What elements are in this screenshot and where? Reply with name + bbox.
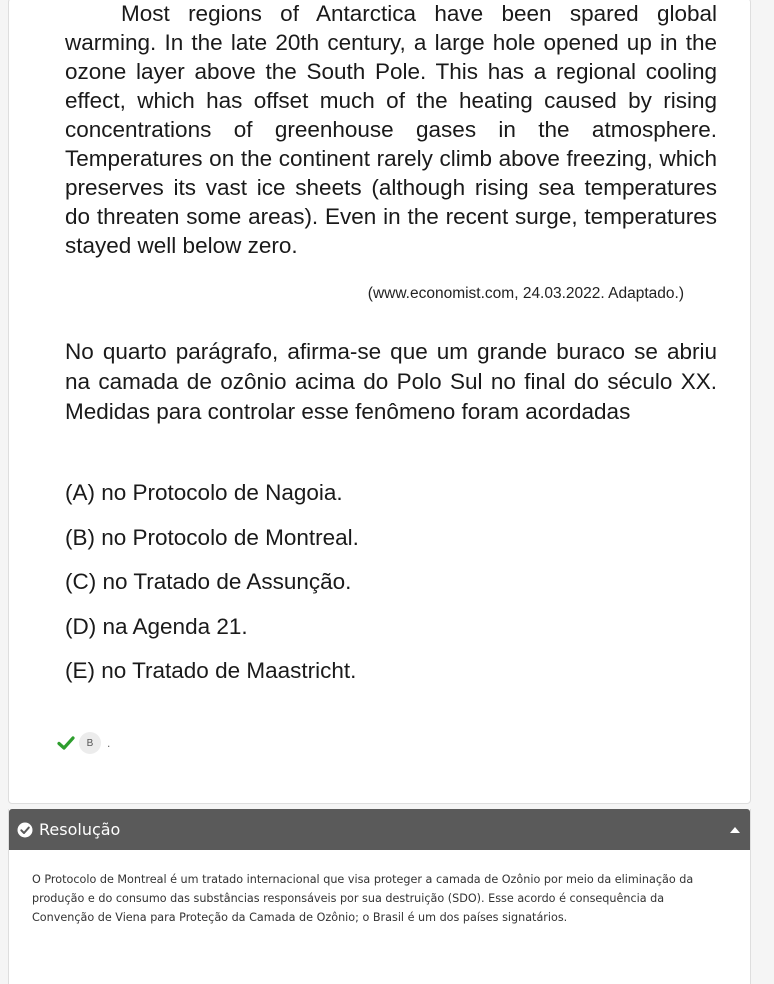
check-circle-icon (17, 822, 33, 838)
caret-up-icon[interactable] (730, 827, 740, 833)
answer-row (57, 732, 110, 754)
resolution-panel (8, 809, 751, 984)
option-a[interactable]: (A) no Protocolo de Nagoia. (65, 480, 343, 505)
option-e[interactable]: (E) no Tratado de Maastricht. (65, 658, 357, 683)
option-b[interactable]: (B) no Protocolo de Montreal. (65, 524, 359, 550)
question-card (8, 0, 751, 804)
answer-badge: B (79, 732, 101, 754)
checkmark-icon (57, 734, 75, 752)
source-citation: (www.economist.com, 24.03.2022. Adaptado.) (367, 285, 684, 302)
resolution-title: Resolução (39, 820, 121, 839)
option-d[interactable]: (D) na Agenda 21. (65, 613, 248, 639)
answer-suffix: . (107, 736, 111, 750)
passage-text: Most regions of Antarctica have been spared global warming. In the late 20th century, a large hole opened up in the ozone layer above the South Pole. This has a regional cooling effect, which has offset much of the heating caused by rising concentrations of greenhouse gases in the atmosphere. Temperatures on the continent rarely climb above freezing, which preserves its vast ice sheets (although rising sea temperatures do threaten some areas). Even in the recent surge, temperatures stayed well below zero. (65, 1, 717, 258)
option-c[interactable]: (C) no Tratado de Assunção. (65, 569, 352, 594)
resolution-text: O Protocolo de Montreal é um tratado internacional que visa proteger a camada de Ozônio por meio da eliminação da produção e do consumo das substâncias responsáveis por sua destruição (SDO). Esse acordo é consequência da Convenção de Viena para Proteção da Camada de Ozônio; o Brasil é um dos países signatários. (32, 873, 694, 924)
resolution-header[interactable] (9, 809, 750, 850)
options-list (65, 478, 359, 701)
question-text: No quarto parágrafo, afirma-se que um grande buraco se abriu na camada de ozônio acima do Polo Sul no final do século XX. Medidas para controlar esse fenômeno foram acordadas (65, 339, 717, 424)
